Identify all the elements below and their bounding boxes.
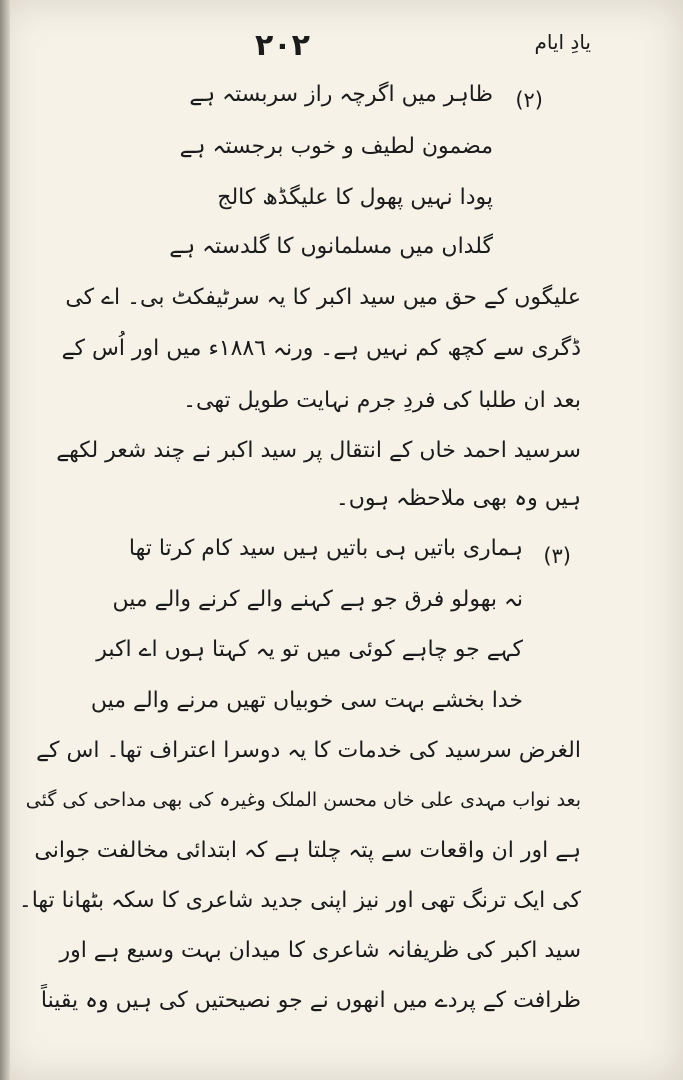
page-number: ٢٠٢ (255, 28, 310, 63)
prose-line: الغرض سرسید کی خدمات کا یہ دوسرا اعتراف تھا۔ اس کے (36, 738, 581, 763)
verse-line: پودا نہیں پھول کا علیگڈھ کالج (217, 185, 493, 210)
prose-line: ظرافت کے پردے میں انھوں نے جو نصیحتیں کی ہیں وہ یقیناً (40, 988, 581, 1013)
prose-line: سرسید احمد خاں کے انتقال پر سید اکبر نے چند شعر لکھے (56, 438, 581, 463)
verse-line: مضمون لطیف و خوب برجستہ ہے (179, 134, 493, 159)
page-binding-edge (0, 0, 10, 1080)
prose-line: سید اکبر کی ظریفانہ شاعری کا میدان بہت وسیع ہے اور (59, 938, 581, 963)
poem-number: (٣) (543, 544, 571, 568)
prose-line: بعد ان طلبا کی فردِ جرم نہایت طویل تھی۔ (183, 388, 581, 413)
verse-line: گلداں میں مسلمانوں کا گلدستہ ہے (169, 234, 493, 259)
prose-line: کی ایک ترنگ تھی اور نیز اپنی جدید شاعری کا سکہ بٹھانا تھا۔ (18, 888, 581, 913)
prose-line: ہیں وہ بھی ملاحظہ ہوں۔ (335, 486, 581, 511)
verse-line: نہ بھولو فرق جو ہے کہنے والے کرنے والے میں (112, 587, 523, 612)
verse-line: کہے جو چاہے کوئی میں تو یہ کہتا ہوں اے اکبر (96, 637, 523, 662)
poem-number: (٢) (515, 88, 543, 112)
prose-line: ڈگری سے کچھ کم نہیں ہے۔ ورنہ ١٨٨٦ء میں اور اُس کے (61, 336, 581, 361)
running-head: یادِ ایام (534, 30, 591, 54)
prose-line: علیگوں کے حق میں سید اکبر کا یہ سرٹیفکٹ بی۔ اے کی (65, 285, 581, 310)
verse-line: خدا بخشے بہت سی خوبیاں تھیں مرنے والے میں (90, 688, 523, 713)
verse-line: ظاہر میں اگرچہ راز سربستہ ہے (189, 82, 493, 107)
verse-line: ہماری باتیں ہی باتیں ہیں سید کام کرتا تھا (128, 536, 523, 561)
prose-line: ہے اور ان واقعات سے پتہ چلتا ہے کہ ابتدائی مخالفت جوانی (34, 838, 581, 863)
prose-line: بعد نواب مہدی علی خاں محسن الملک وغیرہ کی بھی مداحی کی گئی (25, 789, 581, 811)
